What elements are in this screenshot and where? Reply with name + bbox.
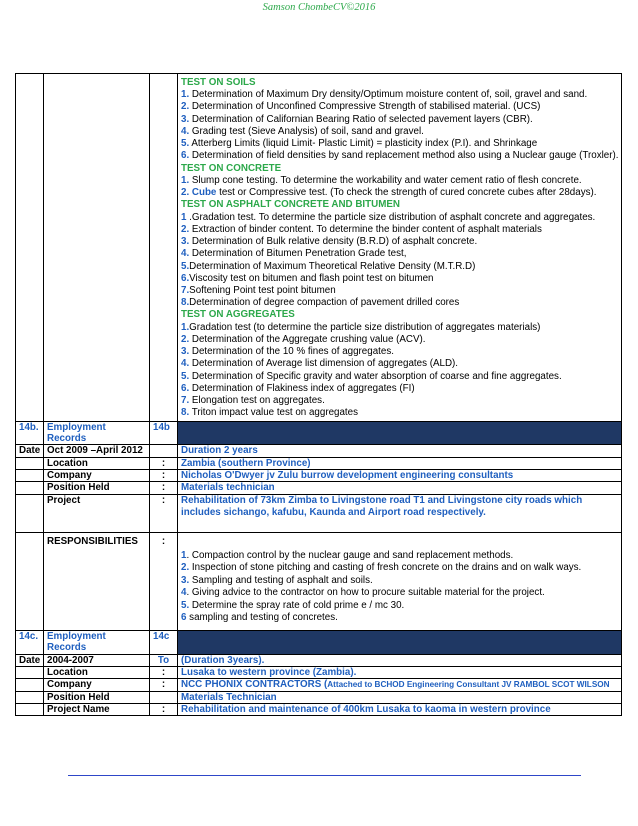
test-item: [181, 395, 618, 407]
item-text: Determination of degree compaction of pavement drilled cores: [189, 297, 460, 309]
test-item: [181, 126, 618, 138]
date-value: Oct 2009 –April 2012: [44, 445, 150, 457]
test-item: [181, 261, 618, 273]
item-text: Determine the spray rate of cold prime e / mc 30.: [189, 599, 405, 611]
item-number: 6.: [181, 272, 190, 284]
responsibilities-label: RESPONSIBILITIES: [44, 532, 150, 630]
item-number: 1.: [181, 89, 190, 101]
position-sep: :: [150, 482, 178, 494]
company-row: [16, 470, 622, 482]
test-item: [181, 248, 618, 260]
responsibility-item: [181, 612, 618, 625]
responsibilities-list: [178, 532, 622, 630]
tests-row: [16, 74, 622, 422]
item-text: sampling and testing of concretes.: [186, 612, 338, 624]
item-number: 1: [181, 549, 187, 561]
project-label: Project: [44, 494, 150, 532]
item-text: Elongation test on aggregates.: [189, 395, 325, 407]
item-text: Determination of Specific gravity and water absorption of coarse and fine aggregates.: [189, 370, 562, 382]
company-row: [16, 679, 622, 691]
test-section-title: TEST ON CONCRETE: [181, 162, 282, 174]
test-section-title: TEST ON AGGREGATES: [181, 309, 295, 321]
item-number: 8.: [181, 297, 190, 309]
test-item: [181, 346, 618, 358]
item-number: 4.: [181, 248, 190, 260]
item-text: Determination of Maximum Dry density/Optimum moisture content of, soil, gravel and sand.: [189, 89, 588, 101]
item-text: Grading test (Sieve Analysis) of soil, sand and gravel.: [189, 125, 424, 137]
project-label: Project Name: [44, 704, 150, 716]
item-number: 2.: [181, 562, 190, 574]
item-number: 2.: [181, 223, 190, 235]
test-item: [181, 322, 618, 334]
item-number: 1.: [181, 174, 190, 186]
item-number: 3.: [181, 574, 190, 586]
item-number: 8.: [181, 407, 190, 419]
item-number: 3.: [181, 236, 190, 248]
item-text: Sampling and testing of asphalt and soils.: [189, 574, 373, 586]
test-item: [181, 114, 618, 126]
test-item: [181, 297, 618, 309]
item-text: Determination of the Aggregate crushing value (ACV).: [189, 333, 426, 345]
employment-header-b: [16, 421, 622, 445]
test-item: [181, 407, 618, 419]
item-text: Determination of Maximum Theoretical Relative Density (M.T.R.D): [189, 260, 476, 272]
test-item: [181, 150, 618, 162]
location-label: Location: [44, 666, 150, 678]
project-sep: :: [150, 704, 178, 716]
date-label: Date: [16, 445, 44, 457]
duration-value: (Duration 3years).: [178, 654, 622, 666]
item-text: Determination of Average list dimension of aggregates (ALD).: [189, 358, 459, 370]
project-row: [16, 494, 622, 532]
responsibility-item: [181, 600, 618, 613]
test-item: [181, 101, 618, 113]
test-section-title: TEST ON SOILS: [181, 77, 256, 88]
item-text: Determination of Unconfined Compressive Strength of stabilised material. (UCS): [189, 101, 541, 113]
responsibilities-row: [16, 532, 622, 630]
date-label: Date: [16, 654, 44, 666]
item-number: 7.: [181, 395, 190, 407]
project-value: Rehabilitation of 73km Zimba to Livingstone road T1 and Livingstone city roads which includes sichango, kafubu, Kaunda and Airport road respectively.: [178, 494, 622, 532]
position-value: Materials technician: [178, 482, 622, 494]
test-item: [181, 358, 618, 370]
tests-cell: [178, 74, 622, 422]
item-number: 4.: [181, 358, 190, 370]
project-row: [16, 704, 622, 716]
location-value: Zambia (southern Province): [178, 457, 622, 469]
section-heading: Employment Records: [44, 630, 150, 654]
item-text: . Compaction control by the nuclear gauge and sand replacement methods.: [186, 549, 514, 561]
company-detail: Attached to BCHOD Engineering Consultant JV RAMBOL SCOT WILSON: [327, 680, 610, 690]
item-text: .Gradation test. To determine the particle size distribution of asphalt concrete and aggregates.: [186, 211, 596, 223]
position-label: Position Held: [44, 482, 150, 494]
section-bar: [178, 630, 622, 654]
item-number: 5.: [181, 138, 190, 150]
section-heading: Employment Records: [44, 421, 150, 445]
item-text: Viscosity test on bitumen and flash point test on bitumen: [189, 272, 434, 284]
test-item: [181, 334, 618, 346]
test-item: [181, 383, 618, 395]
item-number: 5.: [181, 370, 190, 382]
company-sep: :: [150, 470, 178, 482]
item-number: 1: [181, 211, 187, 223]
position-value: Materials Technician: [178, 691, 622, 703]
section-number: 14b.: [16, 421, 44, 445]
position-label: Position Held: [44, 691, 150, 703]
item-text: Atterberg Limits (liquid Limit- Plastic Limit) = plasticity index (P.I). and Shrinkage: [189, 138, 538, 150]
item-text: Extraction of binder content. To determine the binder content of asphalt materials: [189, 223, 542, 235]
date-sep: To: [150, 654, 178, 666]
item-text: Determination of Bulk relative density (B.R.D) of asphalt concrete.: [189, 236, 478, 248]
test-item: [181, 187, 618, 199]
duration-value: Duration 2 years: [178, 445, 622, 457]
company-label: Company: [44, 679, 150, 691]
item-number: 7.: [181, 284, 190, 296]
location-sep: :: [150, 666, 178, 678]
item-text: test or Compressive test. (To check the strength of cured concrete cubes after 28days).: [216, 187, 597, 199]
page-header: Samson ChombeCV©2016: [262, 2, 376, 13]
test-item: [181, 224, 618, 236]
employment-header-c: [16, 630, 622, 654]
item-number: 6.: [181, 150, 190, 162]
item-number: 2.: [181, 333, 190, 345]
test-item: [181, 285, 618, 297]
section-code: 14c: [150, 630, 178, 654]
item-text: Gradation test (to determine the particle size distribution of aggregates materials): [189, 321, 541, 333]
item-number: 5.: [181, 599, 190, 611]
project-sep: :: [150, 494, 178, 532]
section-code: 14b: [150, 421, 178, 445]
company-label: Company: [44, 470, 150, 482]
item-number: 3.: [181, 113, 190, 125]
item-number: 2. Cube: [181, 187, 217, 199]
date-row: [16, 445, 622, 457]
position-row: [16, 691, 622, 703]
project-value: Rehabilitation and maintenance of 400km Lusaka to kaoma in western province: [178, 704, 622, 716]
item-text: Determination of Bitumen Penetration Grade test,: [189, 248, 407, 260]
item-number: 1.: [181, 321, 190, 333]
item-number: 5.: [181, 260, 190, 272]
location-row: [16, 666, 622, 678]
company-value: Nicholas O'Dwyer jv Zulu burrow development engineering consultants: [178, 470, 622, 482]
item-text: Determination of field densities by sand replacement method also using a Nuclear gauge (Troxler).: [189, 150, 619, 162]
footer-rule: [68, 775, 581, 776]
item-number: 6: [181, 612, 187, 624]
test-item: [181, 175, 618, 187]
item-number: 4.: [181, 125, 190, 137]
responsibility-item: [181, 587, 618, 600]
test-item: [181, 273, 618, 285]
company-value: [178, 679, 622, 691]
company-sep: :: [150, 679, 178, 691]
item-number: 4: [181, 587, 187, 599]
item-text: Softening Point test point bitumen: [189, 284, 336, 296]
test-item: [181, 236, 618, 248]
location-label: Location: [44, 457, 150, 469]
test-item: [181, 89, 618, 101]
location-row: [16, 457, 622, 469]
test-item: [181, 212, 618, 224]
company-main: NCC PHONIX CONTRACTORS (: [181, 679, 328, 691]
item-text: Inspection of stone pitching and casting of fresh concrete on the drains and on walk ways.: [189, 562, 582, 574]
date-row: [16, 654, 622, 666]
cv-table: [15, 73, 622, 716]
item-text: Determination of Californian Bearing Ratio of selected pavement layers (CBR).: [189, 113, 533, 125]
responsibility-item: [181, 562, 618, 575]
test-item: [181, 138, 618, 150]
item-text: Slump cone testing. To determine the workability and water cement ratio of flesh concrete.: [189, 174, 582, 186]
item-number: 2.: [181, 101, 190, 113]
location-sep: :: [150, 457, 178, 469]
item-text: Triton impact value test on aggregates: [189, 407, 358, 419]
responsibility-item: [181, 575, 618, 588]
section-bar: [178, 421, 622, 445]
date-value: 2004-2007: [44, 654, 150, 666]
position-row: [16, 482, 622, 494]
location-value: Lusaka to western province (Zambia).: [178, 666, 622, 678]
test-item: [181, 371, 618, 383]
item-text: . Giving advice to the contractor on how to procure suitable material for the project.: [186, 587, 545, 599]
item-text: Determination of Flakiness index of aggregates (FI): [189, 382, 415, 394]
test-section-title: TEST ON ASPHALT CONCRETE AND BITUMEN: [181, 199, 400, 211]
item-text: Determination of the 10 % fines of aggregates.: [189, 346, 394, 358]
item-number: 3.: [181, 346, 190, 358]
section-number: 14c.: [16, 630, 44, 654]
responsibilities-sep: :: [150, 532, 178, 630]
item-number: 6.: [181, 382, 190, 394]
responsibility-item: [181, 550, 618, 563]
